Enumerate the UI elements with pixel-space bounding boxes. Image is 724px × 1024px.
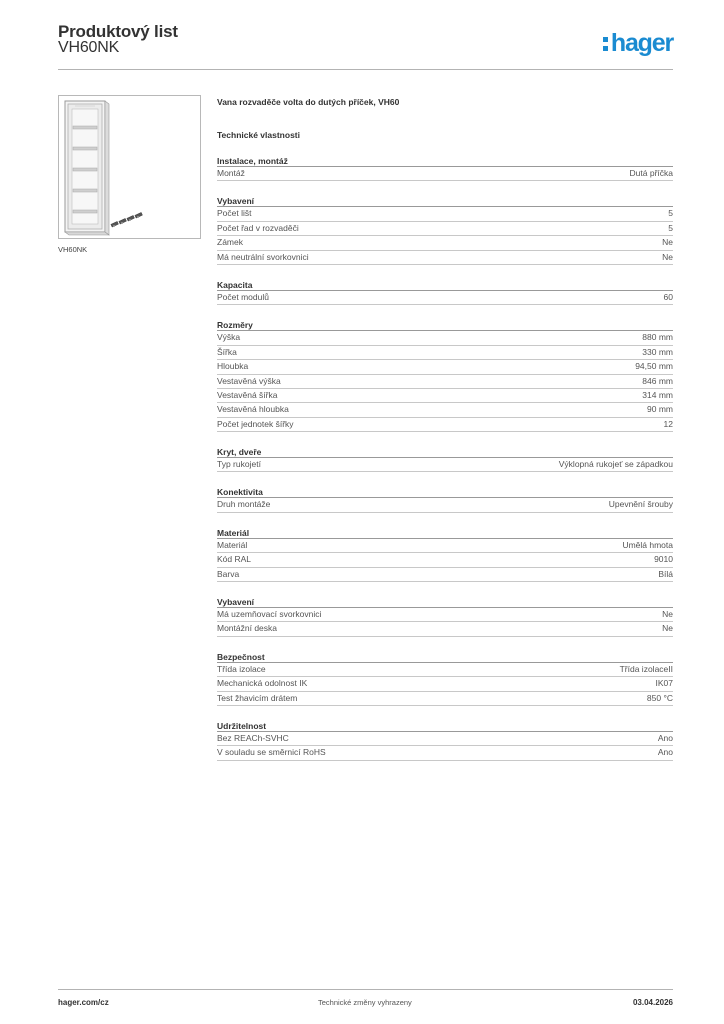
spec-section	[217, 596, 673, 637]
spec-label: Mechanická odolnost IK	[217, 678, 308, 689]
spec-row	[217, 608, 673, 622]
footer-divider	[58, 989, 673, 990]
spec-value: Výklopná rukojeť se západkou	[558, 459, 673, 470]
product-code: VH60NK	[58, 39, 120, 56]
spec-value: Ne	[662, 251, 673, 262]
spec-row	[217, 207, 673, 221]
product-content	[217, 96, 673, 761]
spec-label: Test žhavicím drátem	[217, 692, 298, 703]
spec-value: 850 °C	[646, 692, 673, 703]
spec-section	[217, 319, 673, 432]
image-caption: VH60NK	[58, 245, 88, 254]
spec-row	[217, 498, 673, 512]
distribution-box-icon	[59, 96, 200, 238]
hager-logo[interactable]	[603, 29, 673, 57]
spec-section	[217, 486, 673, 512]
spec-value: Ne	[662, 609, 673, 620]
spec-value: 94,50 mm	[635, 361, 673, 372]
spec-row	[217, 692, 673, 706]
spec-label: Zámek	[217, 237, 243, 248]
section-title: Instalace, montáž	[217, 155, 673, 167]
spec-value: 60	[663, 291, 673, 302]
section-title: Vybavení	[217, 195, 673, 207]
spec-label: Má neutrální svorkovnici	[217, 251, 309, 262]
spec-section	[217, 651, 673, 706]
section-title: Konektivita	[217, 486, 673, 498]
spec-label: Počet modulů	[217, 291, 269, 302]
spec-section	[217, 720, 673, 761]
spec-row	[217, 346, 673, 360]
spec-label: Druh montáže	[217, 499, 271, 510]
spec-value: 846 mm	[642, 375, 673, 386]
spec-label: V souladu se směrnicí RoHS	[217, 747, 326, 758]
footer-date: 03.04.2026	[632, 998, 673, 1007]
spec-label: Hloubka	[217, 361, 249, 372]
spec-label: Počet lišt	[217, 208, 252, 219]
logo-dots-icon	[603, 37, 608, 51]
spec-row	[217, 568, 673, 582]
spec-value: Třída izolaceII	[619, 663, 673, 674]
spec-section	[217, 446, 673, 472]
spec-label: Barva	[217, 568, 240, 579]
footer-website-link[interactable]: hager.com/cz	[58, 998, 109, 1007]
spec-label: Kód RAL	[217, 554, 252, 565]
spec-section	[217, 155, 673, 181]
section-title: Kapacita	[217, 279, 673, 291]
spec-label: Má uzemňovací svorkovnici	[217, 609, 322, 620]
spec-value: Dutá příčka	[629, 168, 673, 178]
spec-value: Bílá	[658, 568, 673, 579]
section-title: Kryt, dveře	[217, 446, 673, 458]
spec-value: Ne	[662, 623, 673, 634]
spec-label: Materiál	[217, 539, 248, 550]
spec-row	[217, 539, 673, 553]
spec-value: 314 mm	[642, 389, 673, 400]
spec-row	[217, 403, 673, 417]
spec-row	[217, 375, 673, 389]
spec-row	[217, 418, 673, 432]
spec-row	[217, 677, 673, 691]
spec-label: Počet jednotek šířky	[217, 418, 294, 429]
spec-label: Vestavěná šířka	[217, 389, 278, 400]
logo-text: hager	[610, 28, 673, 57]
section-title: Materiál	[217, 527, 673, 539]
spec-label: Bez REACh-SVHC	[217, 732, 289, 743]
spec-section	[217, 195, 673, 265]
spec-label: Vestavěná výška	[217, 375, 281, 386]
section-title: Bezpečnost	[217, 651, 673, 663]
footer-disclaimer: Technické změny vyhrazeny	[318, 998, 412, 1007]
spec-value: Ne	[662, 237, 673, 248]
spec-label: Třída izolace	[217, 663, 266, 674]
technical-properties-title: Technické vlastnosti	[217, 130, 300, 140]
spec-row	[217, 622, 673, 636]
spec-label: Typ rukojetí	[217, 459, 261, 470]
section-title: Udržitelnost	[217, 720, 673, 732]
spec-section	[217, 527, 673, 582]
header-divider	[58, 69, 673, 70]
product-image	[58, 95, 201, 239]
spec-row	[217, 331, 673, 345]
spec-value: Umělá hmota	[622, 539, 673, 550]
spec-row	[217, 458, 673, 472]
spec-value: 5	[668, 222, 673, 233]
spec-row	[217, 732, 673, 746]
spec-row	[217, 553, 673, 567]
spec-row	[217, 389, 673, 403]
spec-label: Montáž	[217, 168, 245, 178]
spec-value: 880 mm	[642, 332, 673, 343]
spec-value: 12	[663, 418, 673, 429]
spec-value: Ano	[657, 732, 673, 743]
spec-label: Šířka	[217, 346, 237, 357]
spec-value: Upevnění šrouby	[608, 499, 673, 510]
page-title: Produktový list	[58, 22, 178, 41]
spec-value: 9010	[654, 554, 673, 565]
section-title: Vybavení	[217, 596, 673, 608]
spec-section	[217, 279, 673, 305]
spec-sections	[217, 155, 673, 761]
spec-value: IK07	[655, 678, 673, 689]
spec-row	[217, 360, 673, 374]
spec-row	[217, 236, 673, 250]
spec-value: 5	[668, 208, 673, 219]
spec-value: 330 mm	[642, 346, 673, 357]
spec-row	[217, 167, 673, 181]
spec-value: 90 mm	[647, 404, 673, 415]
product-description: Vana rozvaděče volta do dutých příček, VH60	[217, 97, 400, 107]
spec-row	[217, 291, 673, 305]
spec-label: Výška	[217, 332, 241, 343]
section-title: Rozměry	[217, 319, 673, 331]
spec-row	[217, 663, 673, 677]
spec-row	[217, 251, 673, 265]
spec-label: Vestavěná hloubka	[217, 404, 289, 415]
spec-label: Montážní deska	[217, 623, 278, 634]
spec-row	[217, 746, 673, 760]
spec-value: Ano	[657, 747, 673, 758]
spec-label: Počet řad v rozvaděči	[217, 222, 299, 233]
spec-row	[217, 222, 673, 236]
